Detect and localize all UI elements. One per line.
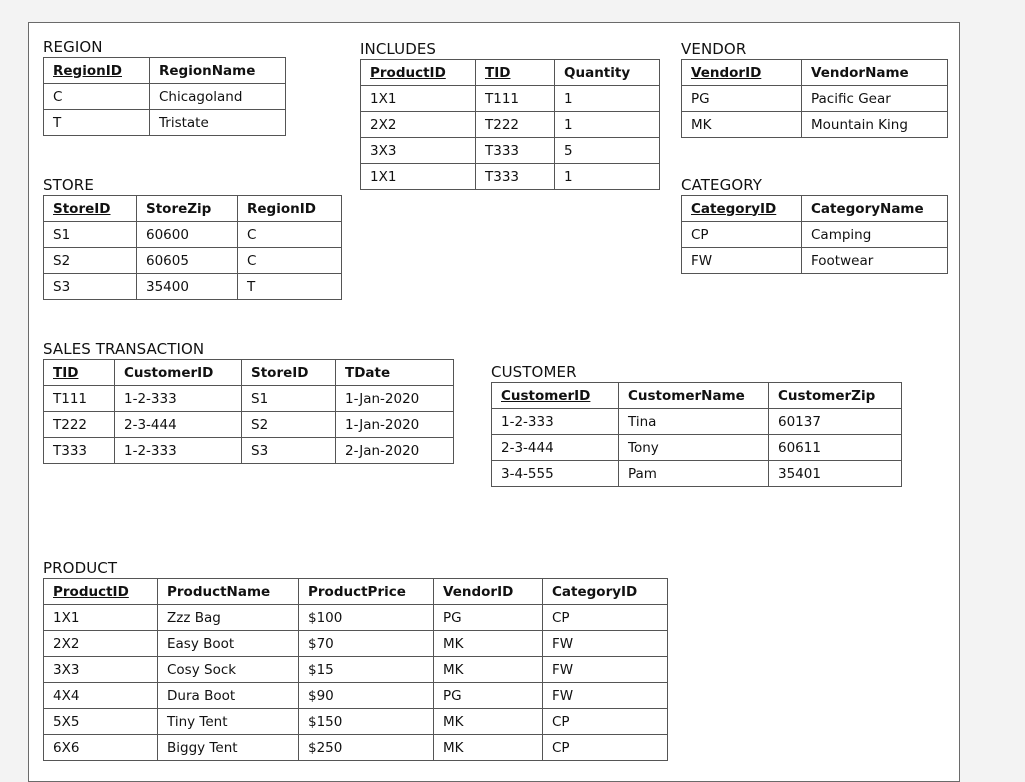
table-cell: 2X2 xyxy=(361,112,476,138)
table-row xyxy=(44,222,342,248)
table-cell: Pacific Gear xyxy=(802,86,948,112)
column-header-customerid: CustomerID xyxy=(492,383,619,409)
column-header-customerid: CustomerID xyxy=(115,360,242,386)
table-row xyxy=(361,112,660,138)
table-title: VENDOR xyxy=(681,40,747,58)
table-row xyxy=(682,112,948,138)
column-header-storezip: StoreZip xyxy=(137,196,238,222)
table-cell: Pam xyxy=(619,461,769,487)
table-cell: 4X4 xyxy=(44,683,158,709)
column-header-regionname: RegionName xyxy=(150,58,286,84)
table-row xyxy=(44,605,668,631)
table-cell: 1-2-333 xyxy=(115,386,242,412)
table-title: INCLUDES xyxy=(360,40,437,58)
table-cell: $90 xyxy=(299,683,434,709)
column-header-vendorname: VendorName xyxy=(802,60,948,86)
sales-transaction-table xyxy=(43,359,454,464)
table-cell: 1-Jan-2020 xyxy=(336,412,454,438)
table-cell: 6X6 xyxy=(44,735,158,761)
column-header-storeid: StoreID xyxy=(242,360,336,386)
table-cell: 2-3-444 xyxy=(115,412,242,438)
table-row xyxy=(44,709,668,735)
header-row xyxy=(44,58,286,84)
table-cell: 60137 xyxy=(769,409,902,435)
table-row xyxy=(361,164,660,190)
table-cell: Footwear xyxy=(802,248,948,274)
table-cell: 5 xyxy=(555,138,660,164)
table-cell: FW xyxy=(682,248,802,274)
table-cell: 2-Jan-2020 xyxy=(336,438,454,464)
header-row xyxy=(44,196,342,222)
customer-table xyxy=(491,382,902,487)
table-cell: Tristate xyxy=(150,110,286,136)
table-cell: $100 xyxy=(299,605,434,631)
table-cell: Easy Boot xyxy=(158,631,299,657)
table-cell: MK xyxy=(434,735,543,761)
product-table xyxy=(43,578,668,761)
table-row xyxy=(44,110,286,136)
table-cell: C xyxy=(238,248,342,274)
table-row xyxy=(492,409,902,435)
table-cell: 35401 xyxy=(769,461,902,487)
table-cell: PG xyxy=(434,683,543,709)
column-header-categoryname: CategoryName xyxy=(802,196,948,222)
table-cell: $70 xyxy=(299,631,434,657)
table-cell: MK xyxy=(682,112,802,138)
column-header-productprice: ProductPrice xyxy=(299,579,434,605)
table-cell: 1X1 xyxy=(361,86,476,112)
product-table-block xyxy=(43,558,668,761)
table-row xyxy=(44,84,286,110)
table-cell: Tiny Tent xyxy=(158,709,299,735)
document-page xyxy=(28,22,960,782)
column-header-categoryid: CategoryID xyxy=(543,579,668,605)
table-row xyxy=(492,461,902,487)
column-header-customername: CustomerName xyxy=(619,383,769,409)
table-title: CUSTOMER xyxy=(491,363,577,381)
table-cell: S1 xyxy=(44,222,137,248)
table-cell: T xyxy=(238,274,342,300)
column-header-categoryid: CategoryID xyxy=(682,196,802,222)
table-cell: 60605 xyxy=(137,248,238,274)
table-cell: C xyxy=(238,222,342,248)
table-cell: CP xyxy=(682,222,802,248)
table-cell: 1 xyxy=(555,86,660,112)
table-cell: MK xyxy=(434,631,543,657)
table-cell: Tony xyxy=(619,435,769,461)
sales-transaction-table-block xyxy=(43,339,454,464)
table-cell: 2-3-444 xyxy=(492,435,619,461)
table-cell: T xyxy=(44,110,150,136)
table-cell: 1 xyxy=(555,164,660,190)
table-cell: PG xyxy=(682,86,802,112)
column-header-regionid: RegionID xyxy=(238,196,342,222)
table-cell: S2 xyxy=(44,248,137,274)
table-cell: Chicagoland xyxy=(150,84,286,110)
table-cell: T333 xyxy=(44,438,115,464)
table-cell: T333 xyxy=(476,138,555,164)
table-row xyxy=(44,412,454,438)
header-row xyxy=(492,383,902,409)
table-cell: CP xyxy=(543,605,668,631)
store-table-block xyxy=(43,175,342,300)
table-cell: S1 xyxy=(242,386,336,412)
header-row xyxy=(361,60,660,86)
category-table-block xyxy=(681,175,948,274)
header-row xyxy=(682,60,948,86)
table-row xyxy=(492,435,902,461)
table-cell: MK xyxy=(434,709,543,735)
column-header-tdate: TDate xyxy=(336,360,454,386)
header-row xyxy=(44,360,454,386)
table-row xyxy=(44,438,454,464)
column-header-quantity: Quantity xyxy=(555,60,660,86)
table-cell: Biggy Tent xyxy=(158,735,299,761)
table-title: STORE xyxy=(43,176,94,194)
column-header-customerzip: CustomerZip xyxy=(769,383,902,409)
table-cell: $150 xyxy=(299,709,434,735)
includes-table-block xyxy=(360,39,660,190)
table-row xyxy=(44,657,668,683)
table-row xyxy=(44,683,668,709)
table-cell: CP xyxy=(543,709,668,735)
table-cell: T111 xyxy=(476,86,555,112)
category-table xyxy=(681,195,948,274)
table-row xyxy=(682,222,948,248)
table-cell: S3 xyxy=(242,438,336,464)
table-cell: 1-2-333 xyxy=(492,409,619,435)
vendor-table-block xyxy=(681,39,948,138)
table-cell: FW xyxy=(543,683,668,709)
table-cell: 60600 xyxy=(137,222,238,248)
customer-table-block xyxy=(491,362,902,487)
table-cell: T111 xyxy=(44,386,115,412)
column-header-productid: ProductID xyxy=(361,60,476,86)
table-cell: 3-4-555 xyxy=(492,461,619,487)
store-table xyxy=(43,195,342,300)
column-header-tid: TID xyxy=(476,60,555,86)
table-cell: FW xyxy=(543,631,668,657)
region-table-block xyxy=(43,37,286,136)
table-cell: 35400 xyxy=(137,274,238,300)
table-cell: 1X1 xyxy=(361,164,476,190)
table-row xyxy=(44,274,342,300)
table-cell: 1-2-333 xyxy=(115,438,242,464)
table-cell: FW xyxy=(543,657,668,683)
table-cell: MK xyxy=(434,657,543,683)
table-cell: T222 xyxy=(476,112,555,138)
table-cell: S2 xyxy=(242,412,336,438)
table-cell: 1 xyxy=(555,112,660,138)
table-cell: S3 xyxy=(44,274,137,300)
table-title: REGION xyxy=(43,38,103,56)
column-header-tid: TID xyxy=(44,360,115,386)
table-cell: 1-Jan-2020 xyxy=(336,386,454,412)
table-cell: $250 xyxy=(299,735,434,761)
column-header-vendorid: VendorID xyxy=(682,60,802,86)
table-cell: Camping xyxy=(802,222,948,248)
column-header-vendorid: VendorID xyxy=(434,579,543,605)
table-cell: 3X3 xyxy=(44,657,158,683)
table-row xyxy=(44,735,668,761)
table-cell: 2X2 xyxy=(44,631,158,657)
table-cell: 5X5 xyxy=(44,709,158,735)
table-row xyxy=(44,386,454,412)
table-row xyxy=(361,138,660,164)
table-cell: $15 xyxy=(299,657,434,683)
table-cell: Tina xyxy=(619,409,769,435)
table-cell: 60611 xyxy=(769,435,902,461)
table-title: PRODUCT xyxy=(43,559,118,577)
table-cell: T333 xyxy=(476,164,555,190)
table-title: SALES TRANSACTION xyxy=(43,340,205,358)
vendor-table xyxy=(681,59,948,138)
table-row xyxy=(361,86,660,112)
column-header-productid: ProductID xyxy=(44,579,158,605)
table-cell: Cosy Sock xyxy=(158,657,299,683)
column-header-productname: ProductName xyxy=(158,579,299,605)
includes-table xyxy=(360,59,660,190)
table-cell: Mountain King xyxy=(802,112,948,138)
table-cell: T222 xyxy=(44,412,115,438)
column-header-regionid: RegionID xyxy=(44,58,150,84)
region-table xyxy=(43,57,286,136)
table-cell: PG xyxy=(434,605,543,631)
table-cell: Zzz Bag xyxy=(158,605,299,631)
header-row xyxy=(682,196,948,222)
table-row xyxy=(44,248,342,274)
table-row xyxy=(682,86,948,112)
column-header-storeid: StoreID xyxy=(44,196,137,222)
table-row xyxy=(44,631,668,657)
table-row xyxy=(682,248,948,274)
header-row xyxy=(44,579,668,605)
table-cell: CP xyxy=(543,735,668,761)
table-title: CATEGORY xyxy=(681,176,763,194)
table-cell: 3X3 xyxy=(361,138,476,164)
table-cell: 1X1 xyxy=(44,605,158,631)
table-cell: C xyxy=(44,84,150,110)
table-cell: Dura Boot xyxy=(158,683,299,709)
